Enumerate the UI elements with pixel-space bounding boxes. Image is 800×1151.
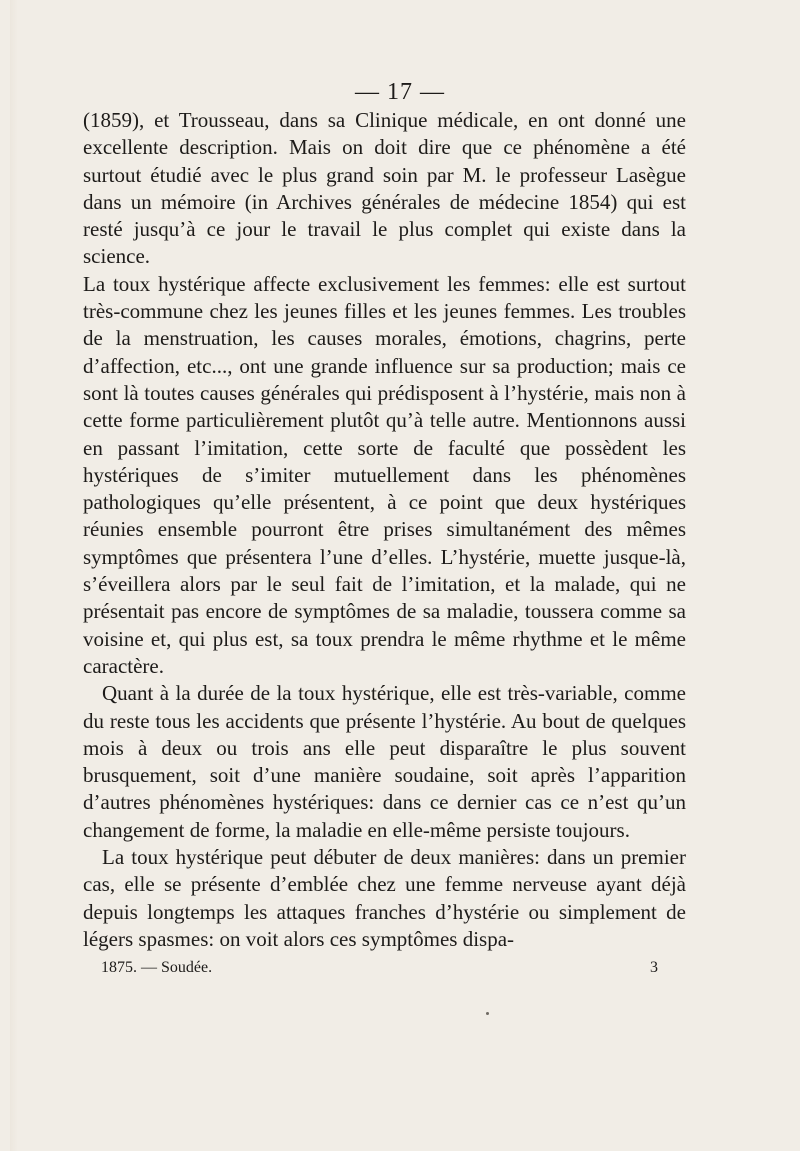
ink-speck	[486, 1012, 489, 1015]
paragraph-1: (1859), et Trousseau, dans sa Clinique médicale, en ont donné une excellente description. Mais on doit dire que ce phénomène a été surtout étudié avec le plus grand soin par M. le professeur Lasègue dans un mémoire (in Archives générales de médecine 1854) qui est resté jusqu’à ce jour le travail le plus complet qui existe dans la science.	[83, 108, 686, 269]
paragraph-2: La toux hystérique affecte exclusivement les femmes: elle est surtout très-commune chez les jeunes filles et les jeunes femmes. Les troubles de la menstruation, les causes morales, émotions, chagrins, perte d’affection, etc..., ont une grande influence sur sa production; mais ce sont là toutes causes générales qui prédisposent à l’hystérie, mais non à cette forme particulièrement plutôt qu’à telle autre. Mentionnons aussi en passant l’imitation, cette sorte de faculté que possèdent les hystériques de s’imiter mutuellement dans les phénomènes pathologiques qu’elle présentent, à ce point que deux hystériques réunies ensemble pourront être prises simultanément des mêmes symptômes que présentera l’une d’elles. L’hystérie, muette jusque-là, s’éveillera alors par le seul fait de l’imitation, et la malade, qui ne présentait pas encore de symptômes de sa maladie, toussera comme sa voisine et, qui plus est, sa toux prendra le même rhythme et le même caractère.	[83, 271, 686, 678]
paragraph-4: La toux hystérique peut débuter de deux manières: dans un premier cas, elle se présente d’emblée chez une femme nerveuse ayant déjà depuis longtemps les attaques franches d’hystérie ou simplement de légers spasmes: on voit alors ces symptômes dispa-	[83, 845, 686, 951]
signature-mark: 1875. — Soudée.	[101, 959, 213, 976]
signature-line	[101, 959, 658, 977]
page-number: — 17 —	[355, 79, 445, 105]
paragraph-3: Quant à la durée de la toux hystérique, elle est très-variable, comme du reste tous les accidents que présente l’hystérie. Au bout de quelques mois à deux ou trois ans elle peut disparaître le plus souvent brusquement, soit d’une manière soudaine, soit après l’apparition d’autres phénomènes hystériques: dans ce dernier cas ce n’est qu’un changement de forme, la maladie en elle-même persiste toujours.	[83, 681, 686, 842]
body-text	[83, 107, 686, 953]
signature-number: 3	[650, 959, 658, 976]
page-fold-shadow	[10, 0, 18, 1151]
